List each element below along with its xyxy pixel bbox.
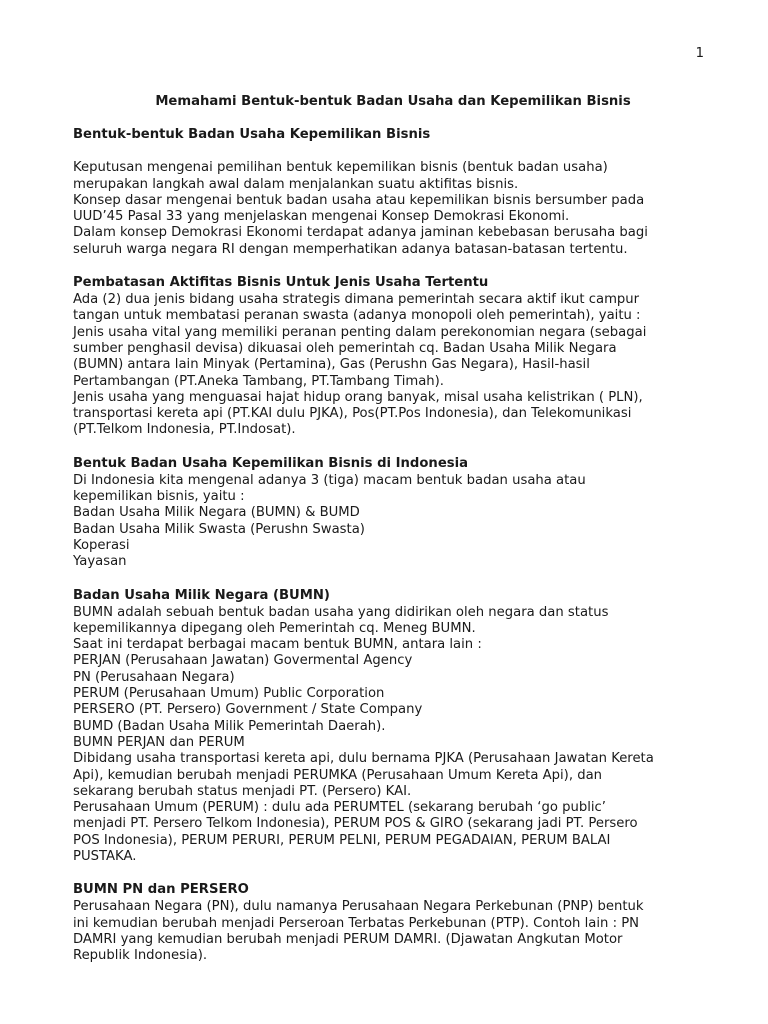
paragraph-line: tangan untuk membatasi peranan swasta (adanya monopoli oleh pemerintah), yaitu : xyxy=(73,308,641,324)
paragraph-line: Ada (2) dua jenis bidang usaha strategis dimana pemerintah secara aktif ikut campur xyxy=(73,292,640,308)
paragraph-line: Jenis usaha vital yang memiliki peranan penting dalam perekonomian negara (sebagai xyxy=(73,324,647,340)
list-item: Yayasan xyxy=(73,554,127,570)
paragraph-line: PUSTAKA. xyxy=(73,848,137,864)
paragraph-line: ini kemudian berubah menjadi Perseroan Terbatas Perkebunan (PTP). Contoh lain : PN xyxy=(73,915,640,931)
paragraph-line: UUD’45 Pasal 33 yang menjelaskan mengenai Konsep Demokrasi Ekonomi. xyxy=(73,209,570,225)
paragraph-line: sekarang berubah status menjadi PT. (Persero) KAI. xyxy=(73,783,412,799)
section-heading: BUMN PN dan PERSERO xyxy=(73,882,249,898)
paragraph-line xyxy=(73,144,713,160)
section-heading: Bentuk Badan Usaha Kepemilikan Bisnis di Indonesia xyxy=(73,455,469,471)
paragraph-line: Republik Indonesia). xyxy=(73,948,208,964)
paragraph-line: Dalam konsep Demokrasi Ekonomi terdapat adanya jaminan kebebasan berusaha bagi xyxy=(73,225,648,241)
paragraph-line: Konsep dasar mengenai bentuk badan usaha atau kepemilikan bisnis bersumber pada xyxy=(73,192,645,208)
paragraph-line: Api), kemudian berubah menjadi PERUMKA (Perusahaan Umum Kereta Api), dan xyxy=(73,767,603,783)
paragraph-line: Dibidang usaha transportasi kereta api, dulu bernama PJKA (Perusahaan Jawatan Kereta xyxy=(73,751,654,767)
paragraph-line: sumber penghasil devisa) dikuasai oleh pemerintah cq. Badan Usaha Milik Negara xyxy=(73,340,617,356)
paragraph-line: Saat ini terdapat berbagai macam bentuk BUMN, antara lain : xyxy=(73,637,482,653)
list-item: Badan Usaha Milik Swasta (Perushn Swasta) xyxy=(73,521,365,537)
paragraph-line: Pertambangan (PT.Aneka Tambang, PT.Tambang Timah). xyxy=(73,373,444,389)
list-item: PN (Perusahaan Negara) xyxy=(73,669,235,685)
list-item: PERSERO (PT. Persero) Government / State Company xyxy=(73,702,423,718)
paragraph-line: POS Indonesia), PERUM PERURI, PERUM PELNI, PERUM PEGADAIAN, PERUM BALAI xyxy=(73,832,611,848)
paragraph-line: (PT.Telkom Indonesia, PT.Indosat). xyxy=(73,422,296,438)
paragraph-line: BUMN adalah sebuah bentuk badan usaha yang didirikan oleh negara dan status xyxy=(73,604,609,620)
paragraph-line: menjadi PT. Persero Telkom Indonesia), PERUM POS & GIRO (sekarang jadi PT. Persero xyxy=(73,816,638,832)
paragraph-line: Di Indonesia kita mengenal adanya 3 (tiga) macam bentuk badan usaha atau xyxy=(73,472,586,488)
section-bumn xyxy=(73,587,713,866)
section-bentuk-badan-usaha xyxy=(73,126,713,258)
paragraph-line: Keputusan mengenai pemilihan bentuk kepemilikan bisnis (bentuk badan usaha) xyxy=(73,160,608,176)
page-number: 1 xyxy=(695,46,704,61)
document-title: Memahami Bentuk-bentuk Badan Usaha dan Kepemilikan Bisnis xyxy=(155,94,631,109)
paragraph-line: DAMRI yang kemudian berubah menjadi PERUM DAMRI. (Djawatan Angkutan Motor xyxy=(73,931,623,947)
section-heading: Badan Usaha Milik Negara (BUMN) xyxy=(73,587,330,603)
paragraph-line: merupakan langkah awal dalam menjalankan suatu aktifitas bisnis. xyxy=(73,176,519,192)
paragraph-line: seluruh warga negara RI dengan memperhatikan adanya batasan-batasan tertentu. xyxy=(73,241,628,257)
paragraph-line: (BUMN) antara lain Minyak (Pertamina), Gas (Perushn Gas Negara), Hasil-hasil xyxy=(73,357,590,373)
section-heading: Bentuk-bentuk Badan Usaha Kepemilikan Bisnis xyxy=(73,127,431,142)
section-bumn-pn-persero xyxy=(73,881,713,964)
paragraph-line: transportasi kereta api (PT.KAI dulu PJKA), Pos(PT.Pos Indonesia), dan Telekomunikasi xyxy=(73,406,632,422)
paragraph-line: Perusahaan Negara (PN), dulu namanya Perusahaan Negara Perkebunan (PNP) bentuk xyxy=(73,899,644,915)
section-pembatasan-aktifitas xyxy=(73,274,713,439)
list-item: Badan Usaha Milik Negara (BUMN) & BUMD xyxy=(73,505,360,521)
paragraph-line: BUMN PERJAN dan PERUM xyxy=(73,734,245,750)
paragraph-line: kepemilikannya dipegang oleh Pemerintah cq. Meneg BUMN. xyxy=(73,620,476,636)
section-bentuk-di-indonesia xyxy=(73,455,713,571)
list-item: Koperasi xyxy=(73,537,130,553)
list-item: BUMD (Badan Usaha Milik Pemerintah Daerah). xyxy=(73,718,386,734)
section-heading: Pembatasan Aktifitas Bisnis Untuk Jenis Usaha Tertentu xyxy=(73,275,489,291)
list-item: PERUM (Perusahaan Umum) Public Corporation xyxy=(73,686,385,702)
paragraph-line: Jenis usaha yang menguasai hajat hidup orang banyak, misal usaha kelistrikan ( PLN), xyxy=(73,389,643,405)
list-item: PERJAN (Perusahaan Jawatan) Govermental Agency xyxy=(73,653,413,669)
document-body xyxy=(73,92,713,964)
paragraph-line: kepemilikan bisnis, yaitu : xyxy=(73,489,245,505)
paragraph-line: Perusahaan Umum (PERUM) : dulu ada PERUMTEL (sekarang berubah ‘go public’ xyxy=(73,800,606,816)
